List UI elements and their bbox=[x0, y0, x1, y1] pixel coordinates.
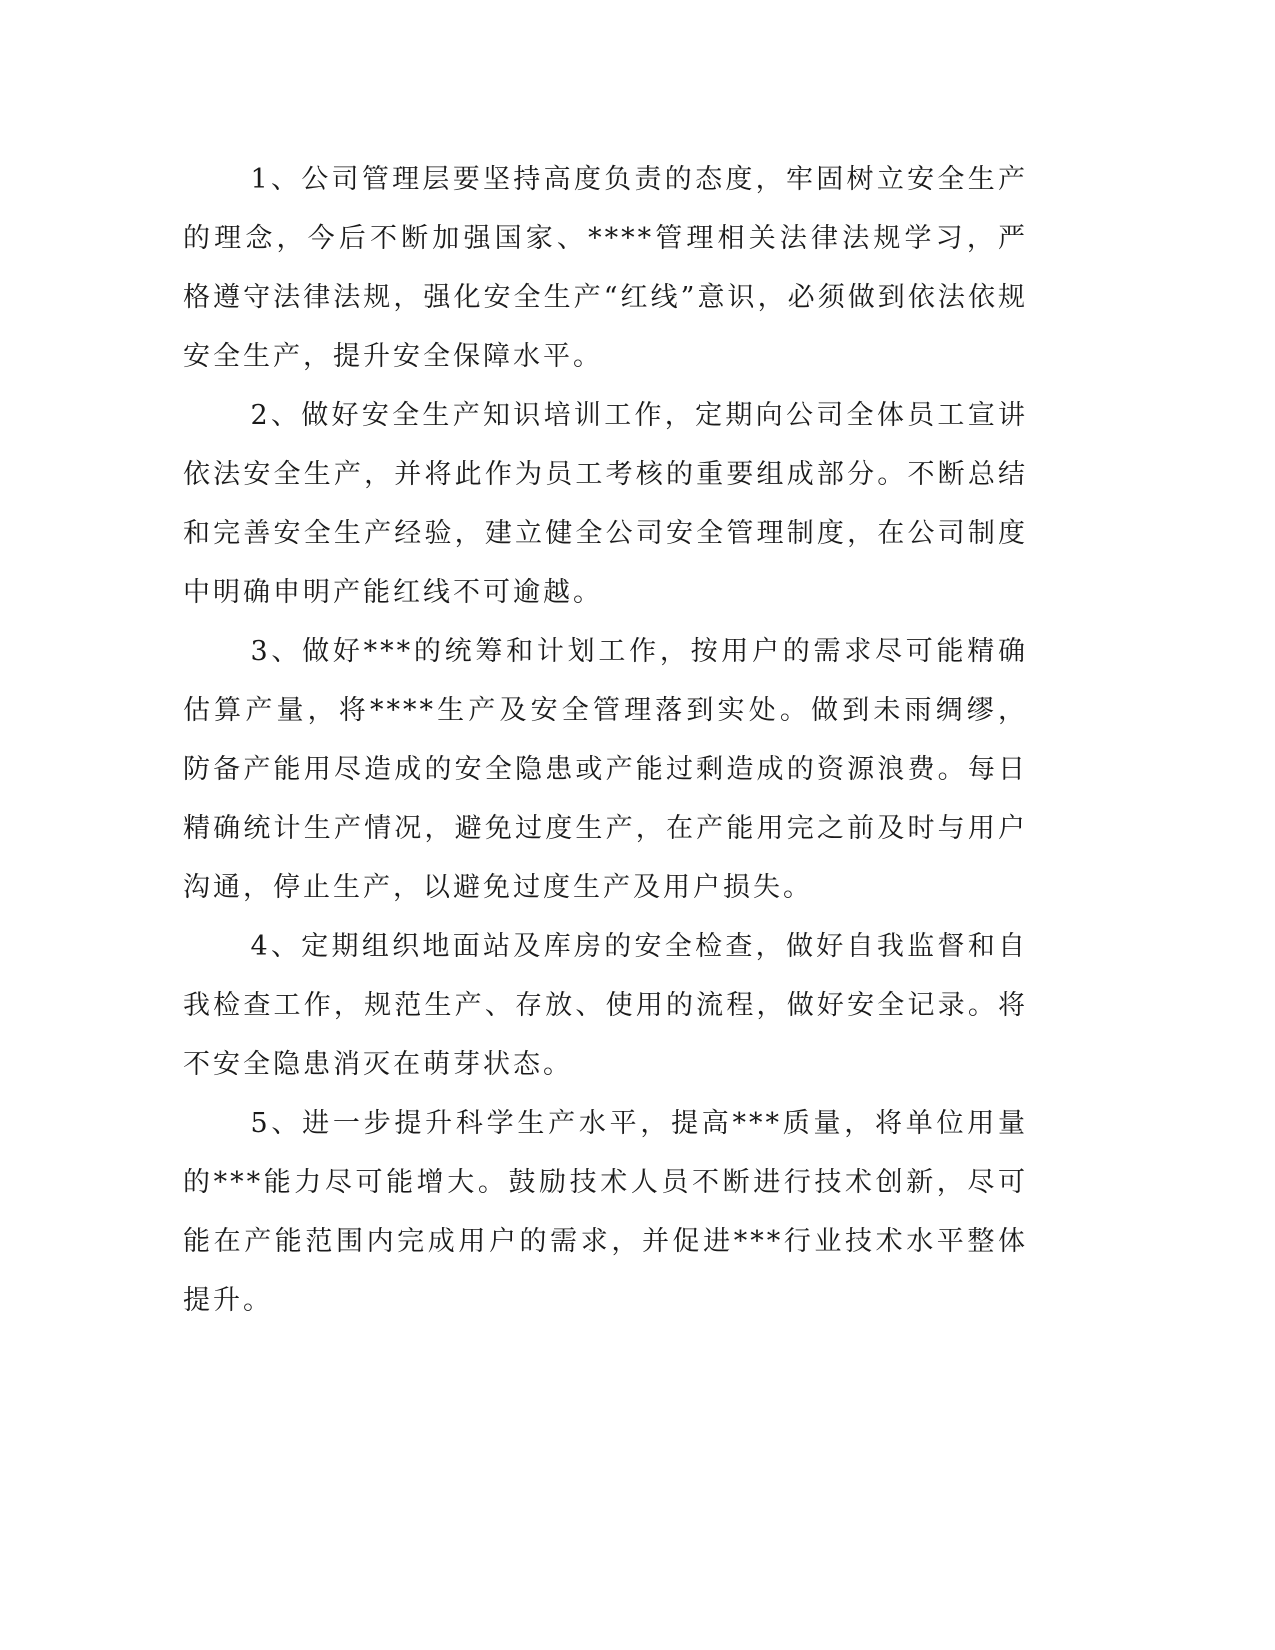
paragraph-5: 5、进一步提升科学生产水平，提高***质量，将单位用量的***能力尽可能增大。鼓励技术人员不断进行技术创新，尽可能在产能范围内完成用户的需求，并促进***行业技术水平整体提升。 bbox=[183, 1108, 1028, 1316]
paragraph-4: 4、定期组织地面站及库房的安全检查，做好自我监督和自我检查工作，规范生产、存放、使用的流程，做好安全记录。将不安全隐患消灭在萌芽状态。 bbox=[183, 931, 1028, 1080]
paragraph-2: 2、做好安全生产知识培训工作，定期向公司全体员工宣讲依法安全生产，并将此作为员工考核的重要组成部分。不断总结和完善安全生产经验，建立健全公司安全管理制度，在公司制度中明确申明产能红线不可逾越。 bbox=[183, 400, 1028, 608]
paragraph-1: 1、公司管理层要坚持高度负责的态度，牢固树立安全生产的理念，今后不断加强国家、****管理相关法律法规学习，严格遵守法律法规，强化安全生产“红线”意识，必须做到依法依规安全生产，提升安全保障水平。 bbox=[183, 164, 1028, 372]
document-body bbox=[183, 150, 1028, 1330]
paragraph-3: 3、做好***的统筹和计划工作，按用户的需求尽可能精确估算产量，将****生产及安全管理落到实处。做到未雨绸缪，防备产能用尽造成的安全隐患或产能过剩造成的资源浪费。每日精确统计生产情况，避免过度生产，在产能用完之前及时与用户沟通，停止生产，以避免过度生产及用户损失。 bbox=[183, 636, 1028, 903]
